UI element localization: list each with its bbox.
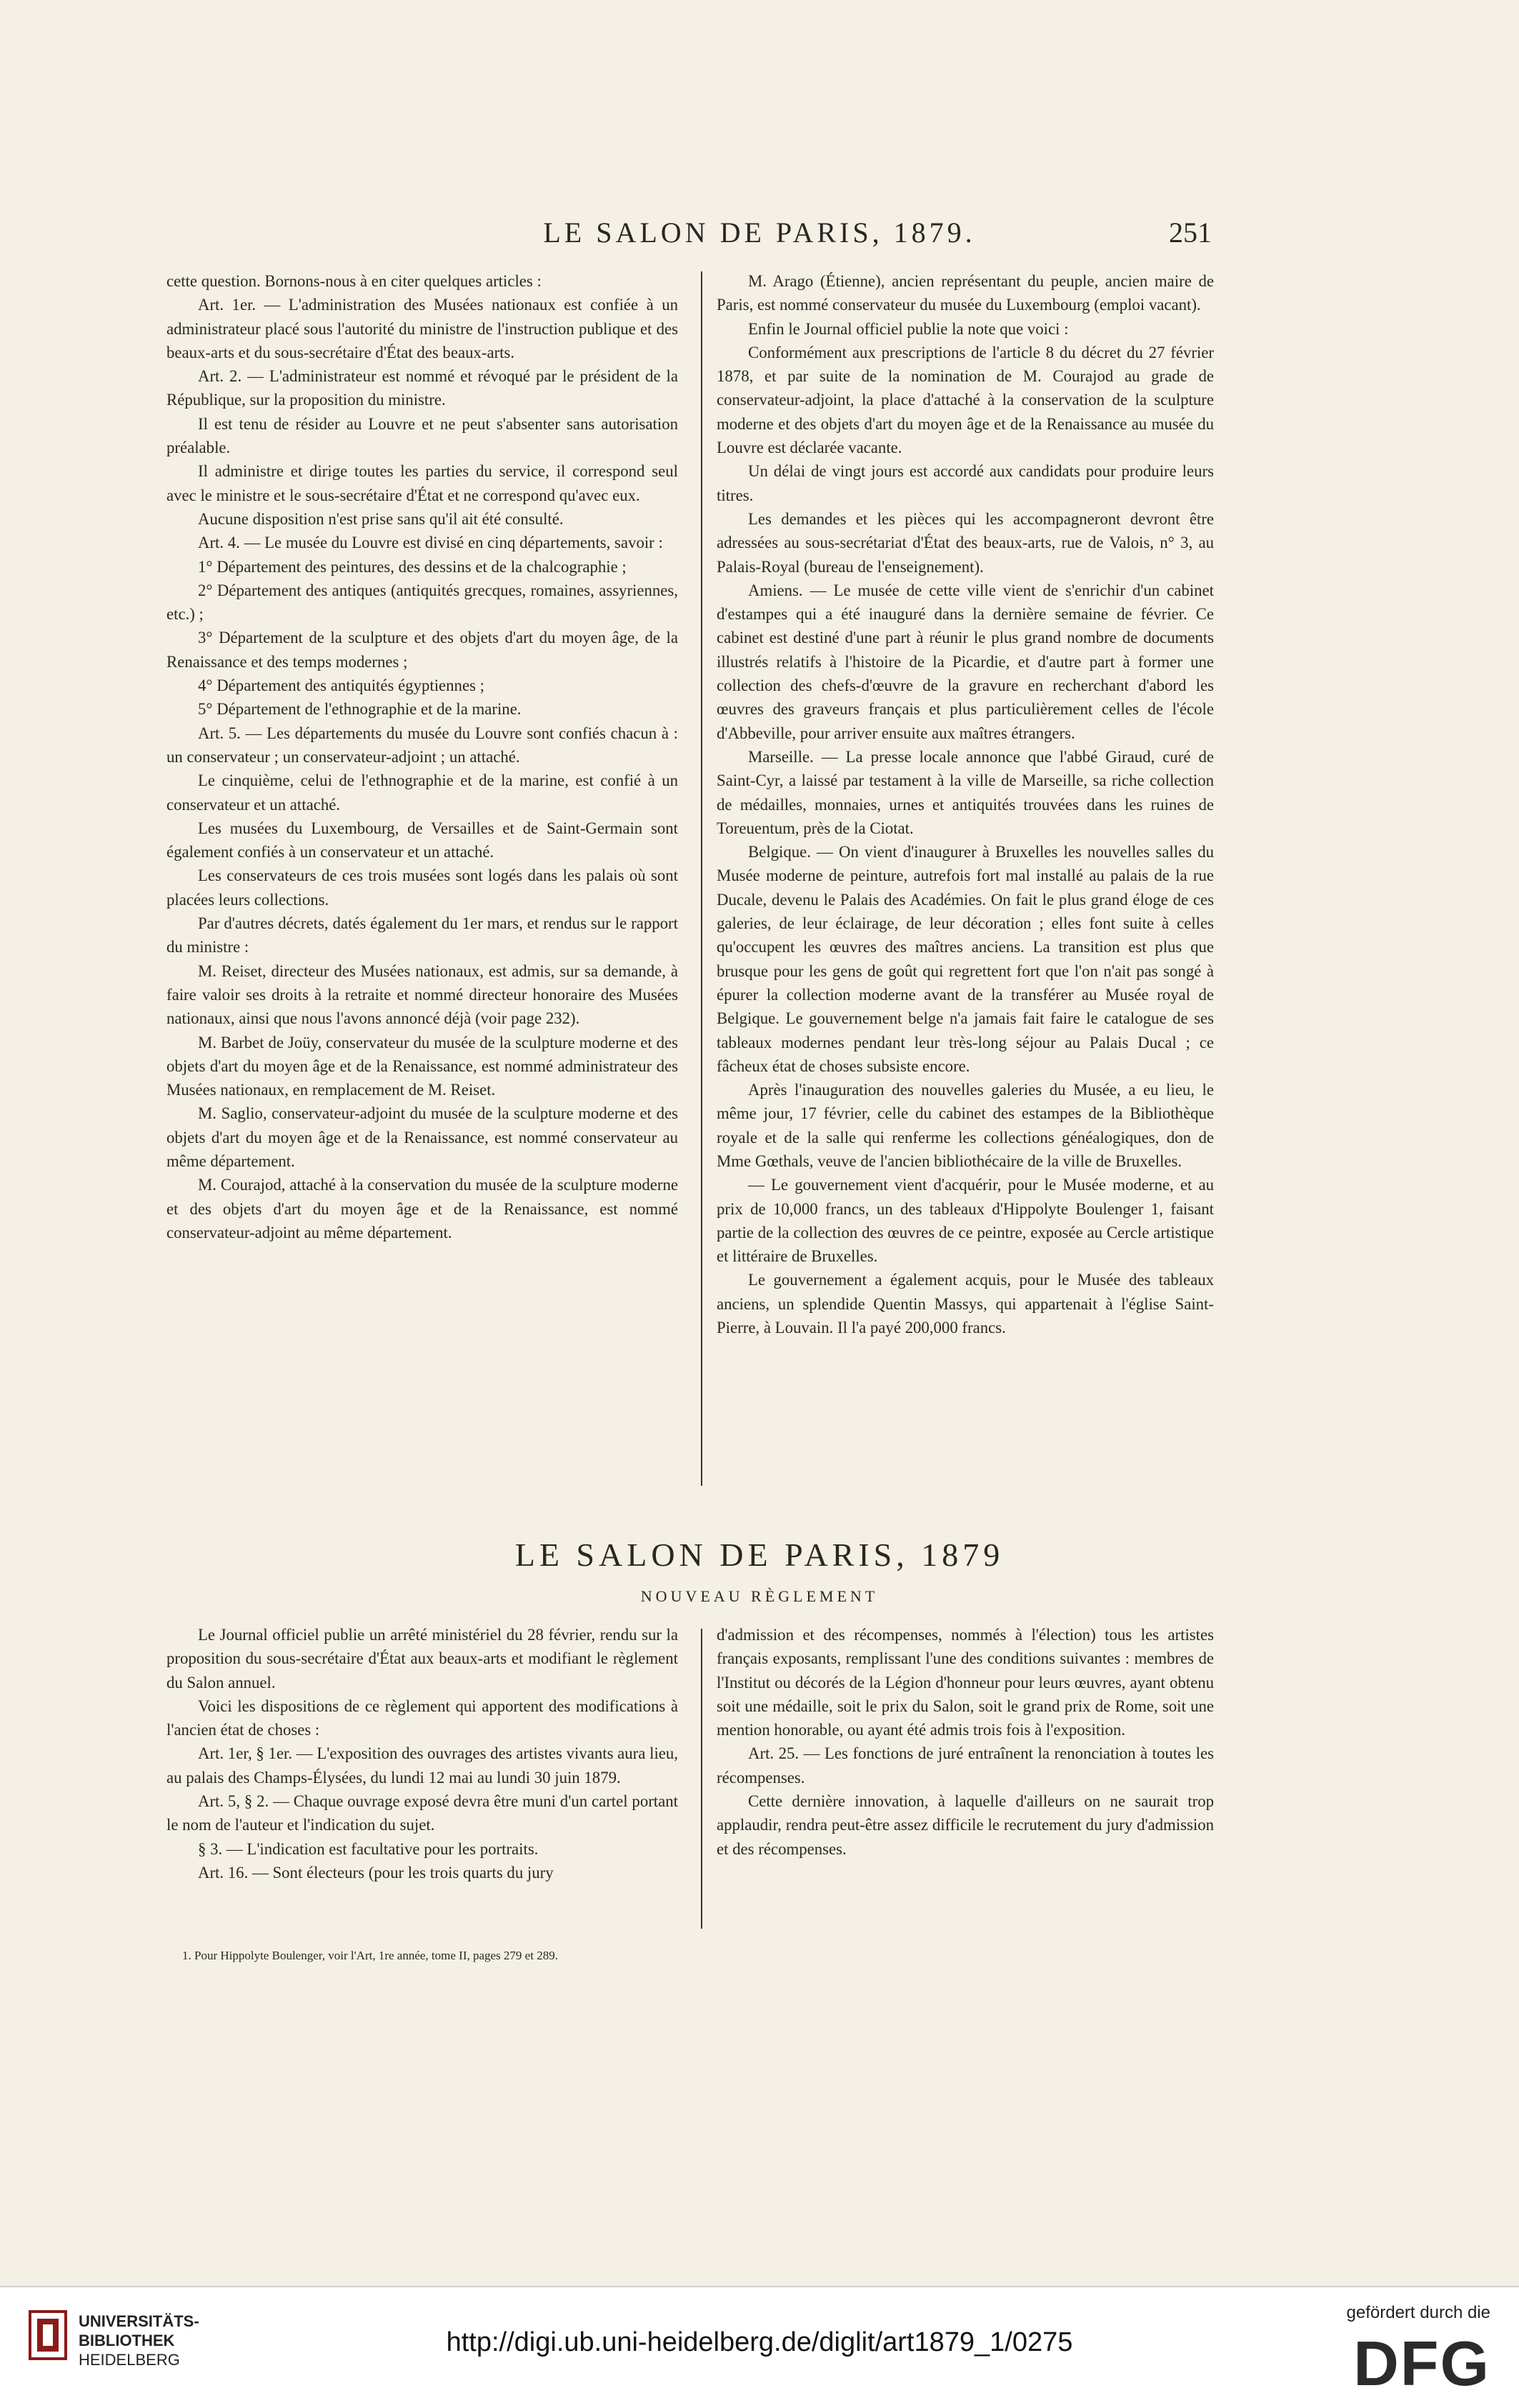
paragraph: Les musées du Luxembourg, de Versailles et de Saint-Germain sont également confiés à un conservateur et un attaché.	[166, 819, 678, 861]
section-column-divider	[701, 1629, 702, 1929]
library-name-line: HEIDELBERG	[79, 2351, 180, 2369]
paragraph: Un délai de vingt jours est accordé aux candidats pour produire leurs titres.	[717, 462, 1214, 504]
paragraph: 5° Département de l'ethnographie et de la marine.	[198, 700, 522, 719]
paragraph: Voici les dispositions de ce règlement qui apportent des modifications à l'ancien état de choses :	[166, 1697, 678, 1739]
library-name-line: UNIVERSITÄTS-	[79, 2312, 199, 2330]
paragraph: Amiens. — Le musée de cette ville vient de s'enrichir d'un cabinet d'estampes qui a été inauguré dans la dernière semaine de février. Ce cabinet est destiné d'une part à réunir le plus grand nombre de documents illustrés relatifs à l'histoire de la Picardie, et d'autre part à former une collection des chefs-d'œuvre de la gravure en recherchant d'abord les œuvres des graveurs français et plus particulièrement celles de l'école d'Abbeville, pour arriver ensuite aux maîtres étrangers.	[717, 581, 1214, 742]
paragraph: Cette dernière innovation, à laquelle d'ailleurs on ne saurait trop applaudir, rendra peut-être assez difficile le recrutement du jury d'admission et des récompenses.	[717, 1792, 1214, 1858]
paragraph: M. Barbet de Joüy, conservateur du musée de la sculpture moderne et des objets d'art du moyen âge et de la Renaissance, est nommé administrateur des Musées nationaux, en remplacement de M. Reiset.	[166, 1033, 678, 1099]
paragraph: 1° Département des peintures, des dessins et de la chalcographie ;	[198, 557, 627, 576]
running-header	[0, 216, 1519, 259]
permalink-url[interactable]: http://digi.ub.uni-heidelberg.de/diglit/art1879_1/0275	[446, 2327, 1073, 2357]
footnote: 1. Pour Hippolyte Boulenger, voir l'Art, 1re année, tome II, pages 279 et 289.	[182, 1949, 558, 1962]
paragraph: Art. 1er. — L'administration des Musées nationaux est confiée à un administrateur placé sous l'autorité du ministre de l'instruction publique et des beaux-arts et du sous-secrétaire d'État des beaux-arts.	[166, 296, 678, 361]
paragraph: M. Saglio, conservateur-adjoint du musée de la sculpture moderne et des objets d'art du moyen âge et de la Renaissance, est nommé conservateur au même département.	[166, 1104, 678, 1170]
paragraph: Art. 5, § 2. — Chaque ouvrage exposé devra être muni d'un cartel portant le nom de l'auteur et l'indication du sujet.	[166, 1792, 678, 1834]
paragraph: Art. 5. — Les départements du musée du Louvre sont confiés chacun à : un conservateur ; un conservateur-adjoint ; un attaché.	[166, 724, 678, 766]
paragraph: Art. 16. — Sont électeurs (pour les trois quarts du jury	[198, 1863, 554, 1882]
paragraph: M. Arago (Étienne), ancien représentant du peuple, ancien maire de Paris, est nommé conservateur du musée du Luxembourg (emploi vacant).	[717, 272, 1214, 314]
paragraph: Par d'autres décrets, datés également du 1er mars, et rendus sur le rapport du ministre :	[166, 914, 678, 956]
right-column	[717, 269, 1214, 1339]
column-divider	[701, 271, 702, 1486]
left-column	[166, 269, 678, 1244]
paragraph: Enfin le Journal officiel publie la note que voici :	[748, 319, 1069, 338]
paragraph: Il administre et dirige toutes les parties du service, il correspond seul avec le ministre et le sous-secrétaire d'État et ne correspond qu'avec eux.	[166, 462, 678, 504]
paragraph: 3° Département de la sculpture et des objets d'art du moyen âge, de la Renaissance et des temps modernes ;	[166, 629, 678, 671]
funding-caption: gefördert durch die	[1346, 2303, 1490, 2322]
paragraph: Conformément aux prescriptions de l'article 8 du décret du 27 février 1878, et par suite de la nomination de M. Courajod au grade de conservateur-adjoint, la place d'attaché à la conservation de la sculpture moderne et des objets d'art du moyen âge et de la Renaissance au musée du Louvre est déclarée vacante.	[717, 343, 1214, 457]
paragraph: Art. 4. — Le musée du Louvre est divisé en cinq départements, savoir :	[198, 534, 663, 552]
paragraph: M. Reiset, directeur des Musées nationaux, est admis, sur sa demande, à faire valoir ses droits à la retraite et nommé directeur honoraire des Musées nationaux, ainsi que nous l'avons annoncé déjà (voir page 232).	[166, 961, 678, 1028]
library-name-line: BIBLIOTHEK	[79, 2332, 175, 2349]
section-left-column	[166, 1623, 678, 1884]
paragraph: M. Courajod, attaché à la conservation du musée de la sculpture moderne et des objets d'art du moyen âge et de la Renaissance, est nommé conservateur-adjoint au même département.	[166, 1176, 678, 1242]
paragraph: — Le gouvernement vient d'acquérir, pour le Musée moderne, et au prix de 10,000 francs, un des tableaux d'Hippolyte Boulenger 1, faisant partie de la collection des œuvres de ce peintre, exposée au Cercle artistique et littéraire de Bruxelles.	[717, 1176, 1214, 1266]
paragraph: 2° Département des antiques (antiquités grecques, romaines, assyriennes, etc.) ;	[166, 581, 678, 624]
paragraph: Les conservateurs de ces trois musées sont logés dans les palais où sont placées leurs collections.	[166, 866, 678, 909]
paragraph: Les demandes et les pièces qui les accompagneront devront être adressées au sous-secrétariat d'État des beaux-arts, rue de Valois, n° 3, au Palais-Royal (bureau de l'enseignement).	[717, 509, 1214, 576]
viewer-footer	[0, 2286, 1519, 2408]
paragraph: Le cinquième, celui de l'ethnographie et de la marine, est confié à un conservateur et un attaché.	[166, 771, 678, 814]
dfg-logo: DFG	[1353, 2328, 1490, 2399]
paragraph: 4° Département des antiquités égyptiennes ;	[198, 676, 484, 695]
section-right-column	[717, 1623, 1214, 1861]
page-number: 251	[1169, 216, 1212, 249]
paragraph: Il est tenu de résider au Louvre et ne peut s'absenter sans autorisation préalable.	[166, 414, 678, 457]
section-title: LE SALON DE PARIS, 1879	[514, 1537, 1005, 1573]
paragraph: d'admission et des récompenses, nommés à l'élection) tous les artistes français exposants, remplissant l'une des conditions suivantes : membres de l'Institut ou décorés de la Légion d'honneur pour leurs œuvres, ayant obtenu soit une médaille, soit le prix du Salon, soit le grand prix de Rome, soit une mention honorable, ou ayant été admis trois fois à l'exposition.	[717, 1626, 1214, 1739]
paragraph: Art. 25. — Les fonctions de juré entraînent la renonciation à toutes les récompenses.	[717, 1744, 1214, 1787]
paragraph: § 3. — L'indication est facultative pour les portraits.	[198, 1839, 539, 1858]
paragraph: Le Journal officiel publie un arrêté ministériel du 28 février, rendu sur la proposition du sous-secrétaire d'État aux beaux-arts et modifiant le règlement du Salon annuel.	[166, 1626, 678, 1692]
paragraph: Belgique. — On vient d'inaugurer à Bruxelles les nouvelles salles du Musée moderne de peinture, autrefois fort mal installé au palais de la rue Ducale, devenu le Palais des Académies. On fait le plus grand éloge de ces galeries, de leur éclairage, de leur décoration ; elles font suite à celles qu'occupent les œuvres des maîtres anciens. La transition est plus que brusque pour les gens de goût qui regrettent fort que l'on n'ait pas songé à épurer la collection moderne avant de la transférer au Musée royal de Belgique. Le gouvernement belge n'a jamais fait faire le catalogue de ses tableaux modernes pendant leur très-long séjour au Palais Ducal ; ce fâcheux état de choses subsiste encore.	[717, 843, 1214, 1075]
paragraph: Aucune disposition n'est prise sans qu'il ait été consulté.	[198, 509, 564, 528]
paragraph: Art. 2. — L'administrateur est nommé et révoqué par le président de la République, sur la proposition du ministre.	[166, 367, 678, 409]
paragraph: Marseille. — La presse locale annonce que l'abbé Giraud, curé de Saint-Cyr, a laissé par testament à la ville de Marseille, sa riche collection de médailles, monnaies, urnes et antiquités trouvées dans les ruines de Toreuentum, près de la Ciotat.	[717, 747, 1214, 837]
paragraph: cette question. Bornons-nous à en citer quelques articles :	[166, 272, 542, 290]
paragraph: Après l'inauguration des nouvelles galeries du Musée, a eu lieu, le même jour, 17 février, celle du cabinet des estampes de la Bibliothèque royale et de la salle qui renferme les collections généalogiques, don de Mme Gœthals, veuve de l'ancien bibliothécaire de la ville de Bruxelles.	[717, 1081, 1214, 1170]
paragraph: Art. 1er, § 1er. — L'exposition des ouvrages des artistes vivants aura lieu, au palais des Champs-Élysées, du lundi 12 mai au lundi 30 juin 1879.	[166, 1744, 678, 1787]
section-subtitle: NOUVEAU RÈGLEMENT	[640, 1587, 879, 1605]
running-title: LE SALON DE PARIS, 1879.	[543, 216, 976, 249]
paragraph: Le gouvernement a également acquis, pour le Musée des tableaux anciens, un splendide Quentin Massys, qui appartenait à l'église Saint-Pierre, à Louvain. Il l'a payé 200,000 francs.	[717, 1271, 1214, 1337]
